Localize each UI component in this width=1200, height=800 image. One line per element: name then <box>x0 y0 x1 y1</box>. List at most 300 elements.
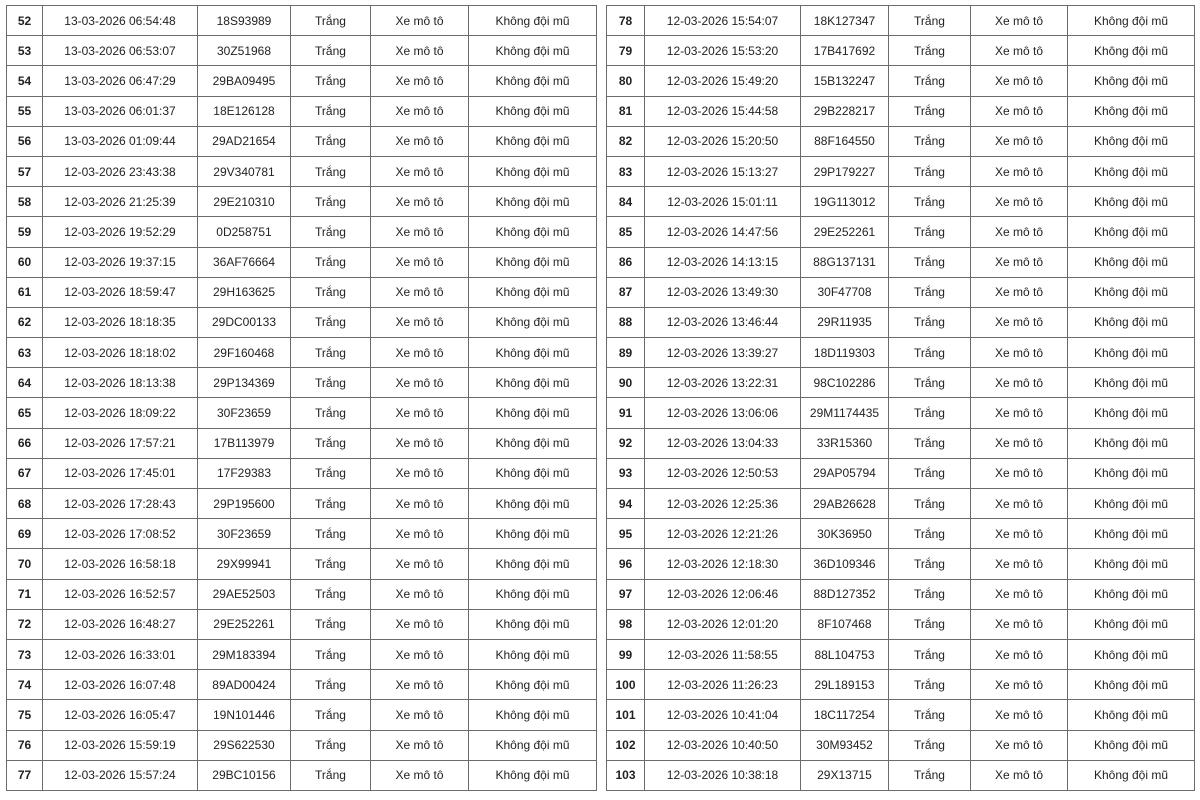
plate-color-cell: Trắng <box>291 519 371 549</box>
violation-time-cell: 12-03-2026 15:20:50 <box>645 126 801 156</box>
plate-color-cell: Trắng <box>291 6 371 36</box>
plate-color-cell: Trắng <box>291 609 371 639</box>
license-plate-cell: 98C102286 <box>801 368 889 398</box>
table-row <box>7 187 597 217</box>
table-row <box>607 398 1195 428</box>
plate-color-cell: Trắng <box>291 217 371 247</box>
violation-type-cell: Không đội mũ <box>469 458 597 488</box>
row-number-cell: 83 <box>607 156 645 186</box>
violation-type-cell: Không đội mũ <box>1068 156 1195 186</box>
license-plate-cell: 19N101446 <box>198 700 291 730</box>
vehicle-type-cell: Xe mô tô <box>971 398 1068 428</box>
violation-time-cell: 12-03-2026 12:18:30 <box>645 549 801 579</box>
vehicle-type-cell: Xe mô tô <box>371 428 469 458</box>
plate-color-cell: Trắng <box>291 247 371 277</box>
table-row <box>7 760 597 790</box>
violation-time-cell: 13-03-2026 01:09:44 <box>43 126 198 156</box>
plate-color-cell: Trắng <box>889 126 971 156</box>
violation-time-cell: 12-03-2026 15:44:58 <box>645 96 801 126</box>
license-plate-cell: 18S93989 <box>198 6 291 36</box>
row-number-cell: 70 <box>7 549 43 579</box>
license-plate-cell: 29F160468 <box>198 338 291 368</box>
table-row <box>7 700 597 730</box>
table-row <box>7 36 597 66</box>
license-plate-cell: 29L189153 <box>801 670 889 700</box>
plate-color-cell: Trắng <box>889 368 971 398</box>
row-number-cell: 80 <box>607 66 645 96</box>
vehicle-type-cell: Xe mô tô <box>971 489 1068 519</box>
vehicle-type-cell: Xe mô tô <box>371 670 469 700</box>
row-number-cell: 95 <box>607 519 645 549</box>
violation-type-cell: Không đội mũ <box>1068 700 1195 730</box>
row-number-cell: 71 <box>7 579 43 609</box>
violation-time-cell: 12-03-2026 13:06:06 <box>645 398 801 428</box>
plate-color-cell: Trắng <box>889 428 971 458</box>
row-number-cell: 84 <box>607 187 645 217</box>
violation-time-cell: 12-03-2026 21:25:39 <box>43 187 198 217</box>
plate-color-cell: Trắng <box>889 338 971 368</box>
row-number-cell: 93 <box>607 458 645 488</box>
plate-color-cell: Trắng <box>291 549 371 579</box>
table-row <box>607 338 1195 368</box>
license-plate-cell: 29E210310 <box>198 187 291 217</box>
license-plate-cell: 29X13715 <box>801 760 889 790</box>
table-row <box>7 338 597 368</box>
plate-color-cell: Trắng <box>889 398 971 428</box>
license-plate-cell: 88F164550 <box>801 126 889 156</box>
violation-type-cell: Không đội mũ <box>1068 579 1195 609</box>
license-plate-cell: 29DC00133 <box>198 307 291 337</box>
row-number-cell: 69 <box>7 519 43 549</box>
license-plate-cell: 36AF76664 <box>198 247 291 277</box>
row-number-cell: 92 <box>607 428 645 458</box>
violation-type-cell: Không đội mũ <box>469 368 597 398</box>
violations-table-right <box>606 5 1195 791</box>
violation-type-cell: Không đội mũ <box>1068 96 1195 126</box>
vehicle-type-cell: Xe mô tô <box>971 428 1068 458</box>
plate-color-cell: Trắng <box>889 700 971 730</box>
plate-color-cell: Trắng <box>889 609 971 639</box>
violation-type-cell: Không đội mũ <box>469 489 597 519</box>
violation-type-cell: Không đội mũ <box>1068 6 1195 36</box>
vehicle-type-cell: Xe mô tô <box>971 639 1068 669</box>
violation-time-cell: 12-03-2026 11:58:55 <box>645 639 801 669</box>
table-row <box>607 700 1195 730</box>
vehicle-type-cell: Xe mô tô <box>971 519 1068 549</box>
license-plate-cell: 17B417692 <box>801 36 889 66</box>
violation-type-cell: Không đội mũ <box>1068 36 1195 66</box>
row-number-cell: 54 <box>7 66 43 96</box>
violation-time-cell: 12-03-2026 13:49:30 <box>645 277 801 307</box>
row-number-cell: 96 <box>607 549 645 579</box>
table-row <box>7 247 597 277</box>
violation-time-cell: 12-03-2026 15:54:07 <box>645 6 801 36</box>
row-number-cell: 57 <box>7 156 43 186</box>
table-row <box>7 126 597 156</box>
violation-time-cell: 12-03-2026 17:45:01 <box>43 458 198 488</box>
vehicle-type-cell: Xe mô tô <box>371 700 469 730</box>
license-plate-cell: 30Z51968 <box>198 36 291 66</box>
table-row <box>607 549 1195 579</box>
violation-time-cell: 12-03-2026 18:13:38 <box>43 368 198 398</box>
plate-color-cell: Trắng <box>291 66 371 96</box>
row-number-cell: 97 <box>607 579 645 609</box>
license-plate-cell: 15B132247 <box>801 66 889 96</box>
violation-type-cell: Không đội mũ <box>1068 428 1195 458</box>
license-plate-cell: 29V340781 <box>198 156 291 186</box>
violation-type-cell: Không đội mũ <box>469 428 597 458</box>
table-row <box>7 66 597 96</box>
row-number-cell: 77 <box>7 760 43 790</box>
violation-type-cell: Không đội mũ <box>1068 368 1195 398</box>
table-row <box>7 96 597 126</box>
row-number-cell: 52 <box>7 6 43 36</box>
vehicle-type-cell: Xe mô tô <box>371 247 469 277</box>
violation-type-cell: Không đội mũ <box>469 338 597 368</box>
violation-type-cell: Không đội mũ <box>1068 458 1195 488</box>
license-plate-cell: 29AE52503 <box>198 579 291 609</box>
violation-time-cell: 13-03-2026 06:53:07 <box>43 36 198 66</box>
violation-time-cell: 13-03-2026 06:01:37 <box>43 96 198 126</box>
row-number-cell: 86 <box>607 247 645 277</box>
row-number-cell: 75 <box>7 700 43 730</box>
violation-type-cell: Không đội mũ <box>1068 187 1195 217</box>
vehicle-type-cell: Xe mô tô <box>971 579 1068 609</box>
license-plate-cell: 18E126128 <box>198 96 291 126</box>
violation-time-cell: 12-03-2026 12:01:20 <box>645 609 801 639</box>
license-plate-cell: 29E252261 <box>801 217 889 247</box>
plate-color-cell: Trắng <box>889 730 971 760</box>
license-plate-cell: 89AD00424 <box>198 670 291 700</box>
plate-color-cell: Trắng <box>889 247 971 277</box>
violation-type-cell: Không đội mũ <box>1068 609 1195 639</box>
row-number-cell: 87 <box>607 277 645 307</box>
row-number-cell: 67 <box>7 458 43 488</box>
violation-time-cell: 12-03-2026 11:26:23 <box>645 670 801 700</box>
vehicle-type-cell: Xe mô tô <box>371 338 469 368</box>
violation-time-cell: 12-03-2026 14:13:15 <box>645 247 801 277</box>
license-plate-cell: 18D119303 <box>801 338 889 368</box>
table-row <box>607 489 1195 519</box>
table-row <box>607 519 1195 549</box>
row-number-cell: 74 <box>7 670 43 700</box>
plate-color-cell: Trắng <box>291 458 371 488</box>
plate-color-cell: Trắng <box>889 760 971 790</box>
table-row <box>607 670 1195 700</box>
license-plate-cell: 18C117254 <box>801 700 889 730</box>
violation-time-cell: 12-03-2026 16:05:47 <box>43 700 198 730</box>
license-plate-cell: 19G113012 <box>801 187 889 217</box>
vehicle-type-cell: Xe mô tô <box>371 579 469 609</box>
violation-type-cell: Không đội mũ <box>1068 639 1195 669</box>
row-number-cell: 88 <box>607 307 645 337</box>
plate-color-cell: Trắng <box>889 519 971 549</box>
plate-color-cell: Trắng <box>291 126 371 156</box>
violation-time-cell: 12-03-2026 15:59:19 <box>43 730 198 760</box>
violation-time-cell: 12-03-2026 10:41:04 <box>645 700 801 730</box>
table-row <box>607 579 1195 609</box>
violation-time-cell: 13-03-2026 06:54:48 <box>43 6 198 36</box>
vehicle-type-cell: Xe mô tô <box>371 489 469 519</box>
vehicle-type-cell: Xe mô tô <box>371 398 469 428</box>
plate-color-cell: Trắng <box>889 489 971 519</box>
row-number-cell: 89 <box>607 338 645 368</box>
violation-type-cell: Không đội mũ <box>1068 307 1195 337</box>
row-number-cell: 64 <box>7 368 43 398</box>
violation-time-cell: 12-03-2026 16:07:48 <box>43 670 198 700</box>
table-row <box>607 730 1195 760</box>
violation-time-cell: 12-03-2026 12:50:53 <box>645 458 801 488</box>
vehicle-type-cell: Xe mô tô <box>971 609 1068 639</box>
violation-type-cell: Không đội mũ <box>1068 398 1195 428</box>
vehicle-type-cell: Xe mô tô <box>971 700 1068 730</box>
license-plate-cell: 36D109346 <box>801 549 889 579</box>
table-row <box>7 458 597 488</box>
plate-color-cell: Trắng <box>291 307 371 337</box>
violation-time-cell: 12-03-2026 10:38:18 <box>645 760 801 790</box>
violation-time-cell: 12-03-2026 18:18:35 <box>43 307 198 337</box>
row-number-cell: 65 <box>7 398 43 428</box>
row-number-cell: 81 <box>607 96 645 126</box>
vehicle-type-cell: Xe mô tô <box>971 338 1068 368</box>
plate-color-cell: Trắng <box>889 156 971 186</box>
table-row <box>607 639 1195 669</box>
row-number-cell: 56 <box>7 126 43 156</box>
violation-type-cell: Không đội mũ <box>469 609 597 639</box>
table-row <box>7 639 597 669</box>
plate-color-cell: Trắng <box>291 187 371 217</box>
violation-time-cell: 12-03-2026 14:47:56 <box>645 217 801 247</box>
violation-type-cell: Không đội mũ <box>469 670 597 700</box>
violation-time-cell: 12-03-2026 13:39:27 <box>645 338 801 368</box>
plate-color-cell: Trắng <box>291 639 371 669</box>
violation-type-cell: Không đội mũ <box>469 247 597 277</box>
violation-time-cell: 12-03-2026 12:21:26 <box>645 519 801 549</box>
plate-color-cell: Trắng <box>291 96 371 126</box>
license-plate-cell: 30K36950 <box>801 519 889 549</box>
table-row <box>607 126 1195 156</box>
plate-color-cell: Trắng <box>889 307 971 337</box>
row-number-cell: 68 <box>7 489 43 519</box>
violation-type-cell: Không đội mũ <box>469 639 597 669</box>
violation-type-cell: Không đội mũ <box>1068 338 1195 368</box>
violation-type-cell: Không đội mũ <box>1068 730 1195 760</box>
vehicle-type-cell: Xe mô tô <box>371 549 469 579</box>
table-row <box>607 66 1195 96</box>
table-row <box>607 96 1195 126</box>
table-row <box>7 307 597 337</box>
violation-type-cell: Không đội mũ <box>469 277 597 307</box>
license-plate-cell: 30F47708 <box>801 277 889 307</box>
violation-type-cell: Không đội mũ <box>1068 670 1195 700</box>
table-row <box>7 6 597 36</box>
plate-color-cell: Trắng <box>889 277 971 307</box>
vehicle-type-cell: Xe mô tô <box>971 247 1068 277</box>
plate-color-cell: Trắng <box>291 579 371 609</box>
plate-color-cell: Trắng <box>291 156 371 186</box>
plate-color-cell: Trắng <box>889 217 971 247</box>
vehicle-type-cell: Xe mô tô <box>971 760 1068 790</box>
license-plate-cell: 29B228217 <box>801 96 889 126</box>
plate-color-cell: Trắng <box>291 760 371 790</box>
violation-time-cell: 13-03-2026 06:47:29 <box>43 66 198 96</box>
violation-time-cell: 12-03-2026 15:57:24 <box>43 760 198 790</box>
vehicle-type-cell: Xe mô tô <box>371 458 469 488</box>
vehicle-type-cell: Xe mô tô <box>371 66 469 96</box>
violation-type-cell: Không đội mũ <box>1068 66 1195 96</box>
plate-color-cell: Trắng <box>291 277 371 307</box>
license-plate-cell: 0D258751 <box>198 217 291 247</box>
vehicle-type-cell: Xe mô tô <box>971 730 1068 760</box>
vehicle-type-cell: Xe mô tô <box>371 36 469 66</box>
license-plate-cell: 29X99941 <box>198 549 291 579</box>
table-row <box>7 368 597 398</box>
plate-color-cell: Trắng <box>889 187 971 217</box>
license-plate-cell: 29H163625 <box>198 277 291 307</box>
table-row <box>607 247 1195 277</box>
violation-type-cell: Không đội mũ <box>1068 277 1195 307</box>
table-row <box>607 307 1195 337</box>
vehicle-type-cell: Xe mô tô <box>971 670 1068 700</box>
violations-table-left <box>6 5 597 791</box>
table-row <box>7 489 597 519</box>
violation-type-cell: Không đội mũ <box>469 760 597 790</box>
table-row <box>7 277 597 307</box>
row-number-cell: 82 <box>607 126 645 156</box>
violation-type-cell: Không đội mũ <box>1068 247 1195 277</box>
plate-color-cell: Trắng <box>291 670 371 700</box>
plate-color-cell: Trắng <box>889 670 971 700</box>
violation-time-cell: 12-03-2026 17:57:21 <box>43 428 198 458</box>
vehicle-type-cell: Xe mô tô <box>371 639 469 669</box>
row-number-cell: 59 <box>7 217 43 247</box>
violation-time-cell: 12-03-2026 15:53:20 <box>645 36 801 66</box>
plate-color-cell: Trắng <box>291 398 371 428</box>
license-plate-cell: 18K127347 <box>801 6 889 36</box>
violation-time-cell: 12-03-2026 13:46:44 <box>645 307 801 337</box>
vehicle-type-cell: Xe mô tô <box>971 307 1068 337</box>
row-number-cell: 101 <box>607 700 645 730</box>
table-row <box>607 187 1195 217</box>
license-plate-cell: 29E252261 <box>198 609 291 639</box>
violation-time-cell: 12-03-2026 15:01:11 <box>645 187 801 217</box>
violation-time-cell: 12-03-2026 12:25:36 <box>645 489 801 519</box>
row-number-cell: 53 <box>7 36 43 66</box>
vehicle-type-cell: Xe mô tô <box>371 6 469 36</box>
violation-time-cell: 12-03-2026 23:43:38 <box>43 156 198 186</box>
plate-color-cell: Trắng <box>291 730 371 760</box>
table-row <box>607 458 1195 488</box>
violation-type-cell: Không đội mũ <box>469 66 597 96</box>
violation-type-cell: Không đội mũ <box>1068 519 1195 549</box>
violation-time-cell: 12-03-2026 17:28:43 <box>43 489 198 519</box>
violation-type-cell: Không đội mũ <box>1068 760 1195 790</box>
license-plate-cell: 30F23659 <box>198 398 291 428</box>
violation-type-cell: Không đội mũ <box>469 519 597 549</box>
vehicle-type-cell: Xe mô tô <box>371 519 469 549</box>
violation-time-cell: 12-03-2026 17:08:52 <box>43 519 198 549</box>
violation-type-cell: Không đội mũ <box>1068 489 1195 519</box>
violation-time-cell: 12-03-2026 19:37:15 <box>43 247 198 277</box>
license-plate-cell: 88G137131 <box>801 247 889 277</box>
license-plate-cell: 29P134369 <box>198 368 291 398</box>
vehicle-type-cell: Xe mô tô <box>371 760 469 790</box>
violation-time-cell: 12-03-2026 10:40:50 <box>645 730 801 760</box>
violation-type-cell: Không đội mũ <box>469 579 597 609</box>
license-plate-cell: 30F23659 <box>198 519 291 549</box>
row-number-cell: 76 <box>7 730 43 760</box>
violation-time-cell: 12-03-2026 18:18:02 <box>43 338 198 368</box>
violation-type-cell: Không đội mũ <box>469 700 597 730</box>
violation-time-cell: 12-03-2026 12:06:46 <box>645 579 801 609</box>
violation-time-cell: 12-03-2026 18:09:22 <box>43 398 198 428</box>
plate-color-cell: Trắng <box>889 36 971 66</box>
vehicle-type-cell: Xe mô tô <box>371 217 469 247</box>
license-plate-cell: 29P179227 <box>801 156 889 186</box>
violation-type-cell: Không đội mũ <box>469 549 597 579</box>
table-row <box>7 519 597 549</box>
plate-color-cell: Trắng <box>291 368 371 398</box>
vehicle-type-cell: Xe mô tô <box>971 277 1068 307</box>
vehicle-type-cell: Xe mô tô <box>371 126 469 156</box>
violation-type-cell: Không đội mũ <box>469 156 597 186</box>
table-row <box>7 549 597 579</box>
vehicle-type-cell: Xe mô tô <box>371 730 469 760</box>
vehicle-type-cell: Xe mô tô <box>971 36 1068 66</box>
table-row <box>607 428 1195 458</box>
table-row <box>7 156 597 186</box>
license-plate-cell: 29AP05794 <box>801 458 889 488</box>
table-row <box>7 428 597 458</box>
license-plate-cell: 29BA09495 <box>198 66 291 96</box>
license-plate-cell: 29R11935 <box>801 307 889 337</box>
table-row <box>7 670 597 700</box>
violation-type-cell: Không đội mũ <box>469 730 597 760</box>
row-number-cell: 66 <box>7 428 43 458</box>
table-row <box>7 217 597 247</box>
row-number-cell: 91 <box>607 398 645 428</box>
violation-type-cell: Không đội mũ <box>469 398 597 428</box>
plate-color-cell: Trắng <box>291 428 371 458</box>
license-plate-cell: 88L104753 <box>801 639 889 669</box>
row-number-cell: 72 <box>7 609 43 639</box>
violation-time-cell: 12-03-2026 16:48:27 <box>43 609 198 639</box>
table-row <box>607 156 1195 186</box>
violation-time-cell: 12-03-2026 15:49:20 <box>645 66 801 96</box>
row-number-cell: 60 <box>7 247 43 277</box>
table-row <box>7 398 597 428</box>
table-row <box>607 6 1195 36</box>
vehicle-type-cell: Xe mô tô <box>371 609 469 639</box>
vehicle-type-cell: Xe mô tô <box>971 96 1068 126</box>
vehicle-type-cell: Xe mô tô <box>971 187 1068 217</box>
violation-type-cell: Không đội mũ <box>469 187 597 217</box>
vehicle-type-cell: Xe mô tô <box>971 549 1068 579</box>
table-row <box>607 36 1195 66</box>
violation-type-cell: Không đội mũ <box>1068 549 1195 579</box>
license-plate-cell: 29M183394 <box>198 639 291 669</box>
plate-color-cell: Trắng <box>889 458 971 488</box>
row-number-cell: 62 <box>7 307 43 337</box>
license-plate-cell: 17F29383 <box>198 458 291 488</box>
violation-type-cell: Không đội mũ <box>1068 126 1195 156</box>
plate-color-cell: Trắng <box>889 579 971 609</box>
license-plate-cell: 33R15360 <box>801 428 889 458</box>
plate-color-cell: Trắng <box>291 36 371 66</box>
license-plate-cell: 17B113979 <box>198 428 291 458</box>
vehicle-type-cell: Xe mô tô <box>971 217 1068 247</box>
vehicle-type-cell: Xe mô tô <box>971 156 1068 186</box>
